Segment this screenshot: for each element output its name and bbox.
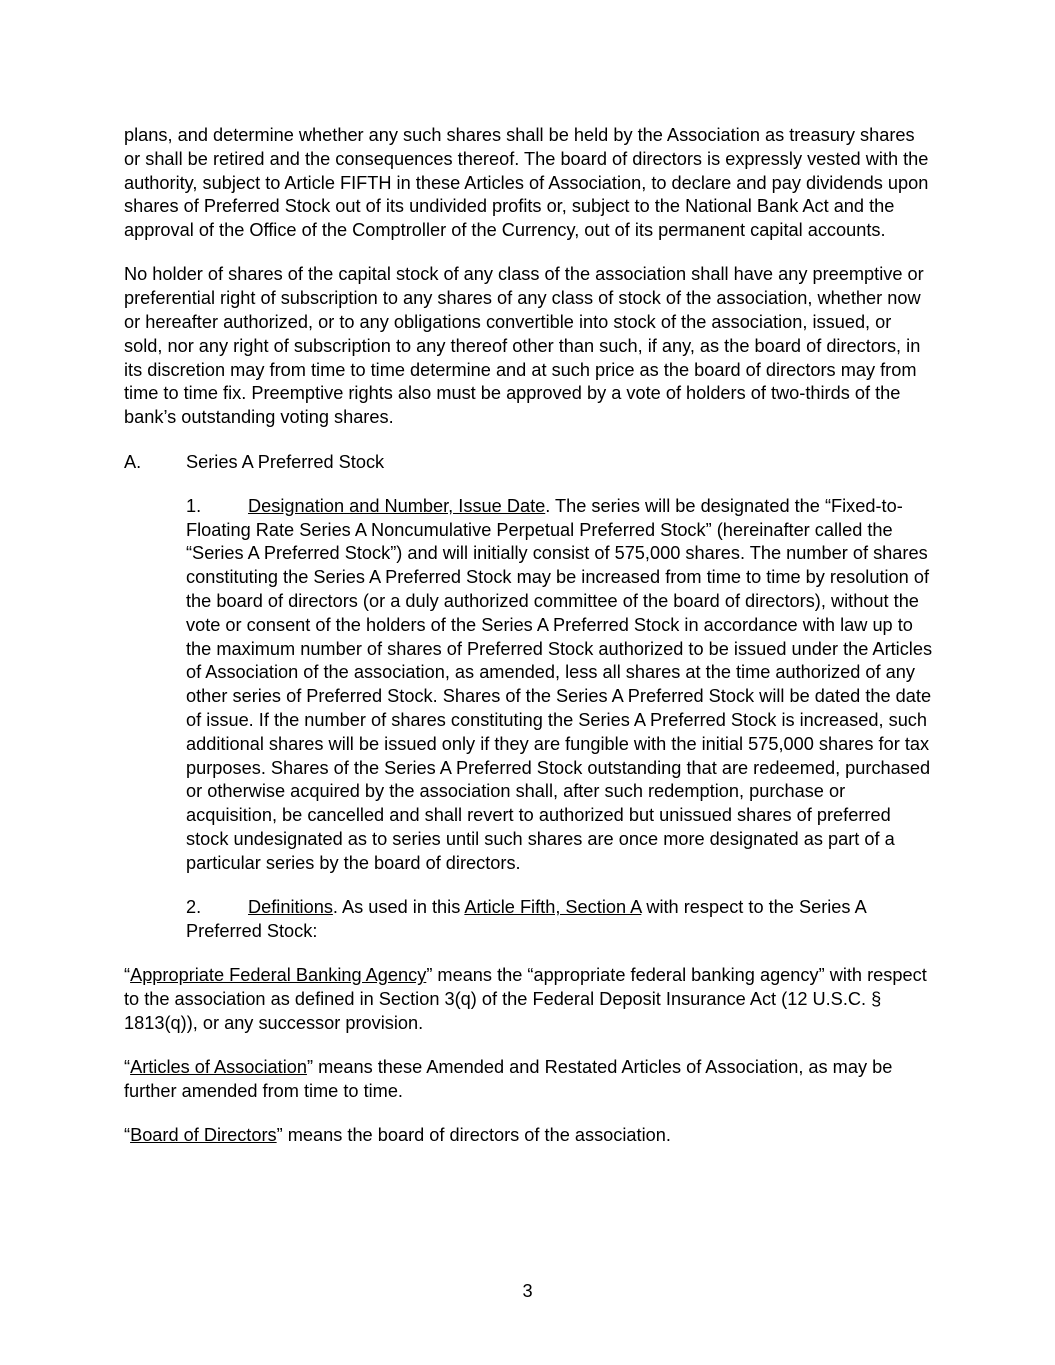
item-1-body: . The series will be designated the “Fixed-to-Floating Rate Series A Noncumulative Perpetual Preferred Stock” (hereinafter called the “Series A Preferred Stock”) and will initially consist of 575,000 shares. The number of shares constituting the Series A Preferred Stock may be increased from time to time by resolution of the board of directors (or a duly authorized committee of the board of directors), without the vote or consent of the holders of the Series A Preferred Stock in accordance with law up to the maximum number of shares of Preferred Stock authorized to be issued under the Articles of Association of the association, as amended, less all shares at the time authorized of any other series of Preferred Stock. Shares of the Series A Preferred Stock will be dated the date of issue. If the number of shares constituting the Series A Preferred Stock is increased, such additional shares will be issued only if they are fungible with the initial 575,000 shares for tax purposes. Shares of the Series A Preferred Stock outstanding that are redeemed, purchased or otherwise acquired by the association shall, after such redemption, purchase or acquisition, be cancelled and shall revert to authorized but unissued shares of preferred stock undesignated as to series until such shares are once more designated as part of a particular series by the board of directors.	[186, 495, 933, 873]
item-1-number: 1.	[186, 495, 202, 516]
item-1-designation	[186, 495, 934, 876]
definition-appropriate-federal-banking-agency	[124, 964, 934, 1035]
section-a-title: Series A Preferred Stock	[186, 451, 385, 472]
item-2-number: 2.	[186, 897, 202, 918]
definition-articles-of-association	[124, 1056, 934, 1104]
item-2-definitions	[186, 896, 934, 944]
definition-open-quote: “	[124, 1125, 131, 1146]
definition-text: ” means the board of directors of the association.	[276, 1125, 671, 1146]
definition-term: Articles of Association	[130, 1057, 307, 1078]
definition-board-of-directors	[124, 1124, 934, 1148]
definition-open-quote: “	[124, 965, 131, 986]
definition-term: Appropriate Federal Banking Agency	[130, 965, 427, 986]
item-1-heading: Designation and Number, Issue Date	[248, 495, 546, 516]
paragraph-preemptive-rights: No holder of shares of the capital stock of any class of the association shall have any preemptive or preferential right of subscription to any shares of any class of stock of the association, whether now or hereafter authorized, or to any obligations convertible into stock of the association, issued, or sold, nor any right of subscription to any thereof other than such, if any, as the board of directors, in its discretion may from time to time determine and at such price as the board of directors may from time to time fix. Preemptive rights also must be approved by a vote of holders of two-thirds of the bank’s outstanding voting shares.	[124, 264, 924, 428]
item-2-heading: Definitions	[248, 897, 333, 918]
definition-term: Board of Directors	[130, 1125, 277, 1146]
page-number: 3	[522, 1281, 533, 1301]
item-2-mid: . As used in this	[332, 897, 465, 918]
document-page	[124, 124, 934, 1168]
definition-text: ” means these Amended and Restated Articles of Association, as may be further amended from time to time.	[124, 1057, 893, 1101]
definition-open-quote: “	[124, 1057, 131, 1078]
section-a-heading	[124, 451, 934, 475]
item-2-tail: with respect to the Series A Preferred Stock:	[186, 897, 866, 941]
section-a-label: A.	[124, 451, 142, 472]
item-2-reference: Article Fifth, Section A	[464, 897, 642, 918]
definition-text: ” means the “appropriate federal banking agency” with respect to the association as defined in Section 3(q) of the Federal Deposit Insurance Act (12 U.S.C. § 1813(q)), or any successor provision.	[124, 965, 927, 1033]
paragraph-treasury-shares: plans, and determine whether any such shares shall be held by the Association as treasury shares or shall be retired and the consequences thereof. The board of directors is expressly vested with the authority, subject to Article FIFTH in these Articles of Association, to declare and pay dividends upon shares of Preferred Stock out of its undivided profits or, subject to the National Bank Act and the approval of the Office of the Comptroller of the Currency, out of its permanent capital accounts.	[124, 125, 929, 241]
